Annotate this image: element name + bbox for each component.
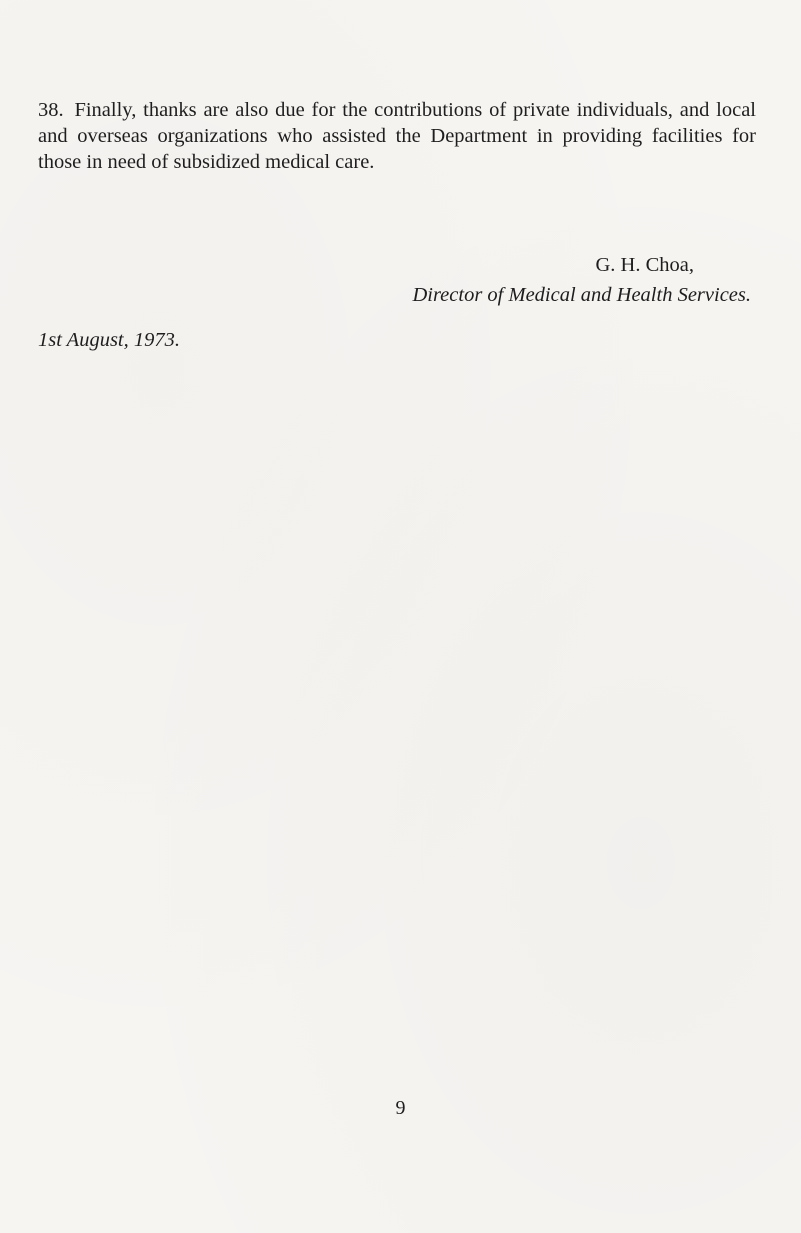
paragraph-text: Finally, thanks are also due for the contributions of private individuals, and local and overseas organizations who assisted the Department in providing facilities for those in need of subsidized medical care.: [38, 99, 756, 173]
page-number: 9: [395, 1097, 406, 1119]
signature-block: [412, 252, 751, 308]
signatory-name: G. H. Choa,: [595, 254, 694, 276]
paragraph-38: [38, 97, 756, 175]
paragraph-number: 38.: [38, 99, 64, 121]
document-date: 1st August, 1973.: [38, 329, 180, 351]
signatory-title: Director of Medical and Health Services.: [412, 284, 751, 306]
